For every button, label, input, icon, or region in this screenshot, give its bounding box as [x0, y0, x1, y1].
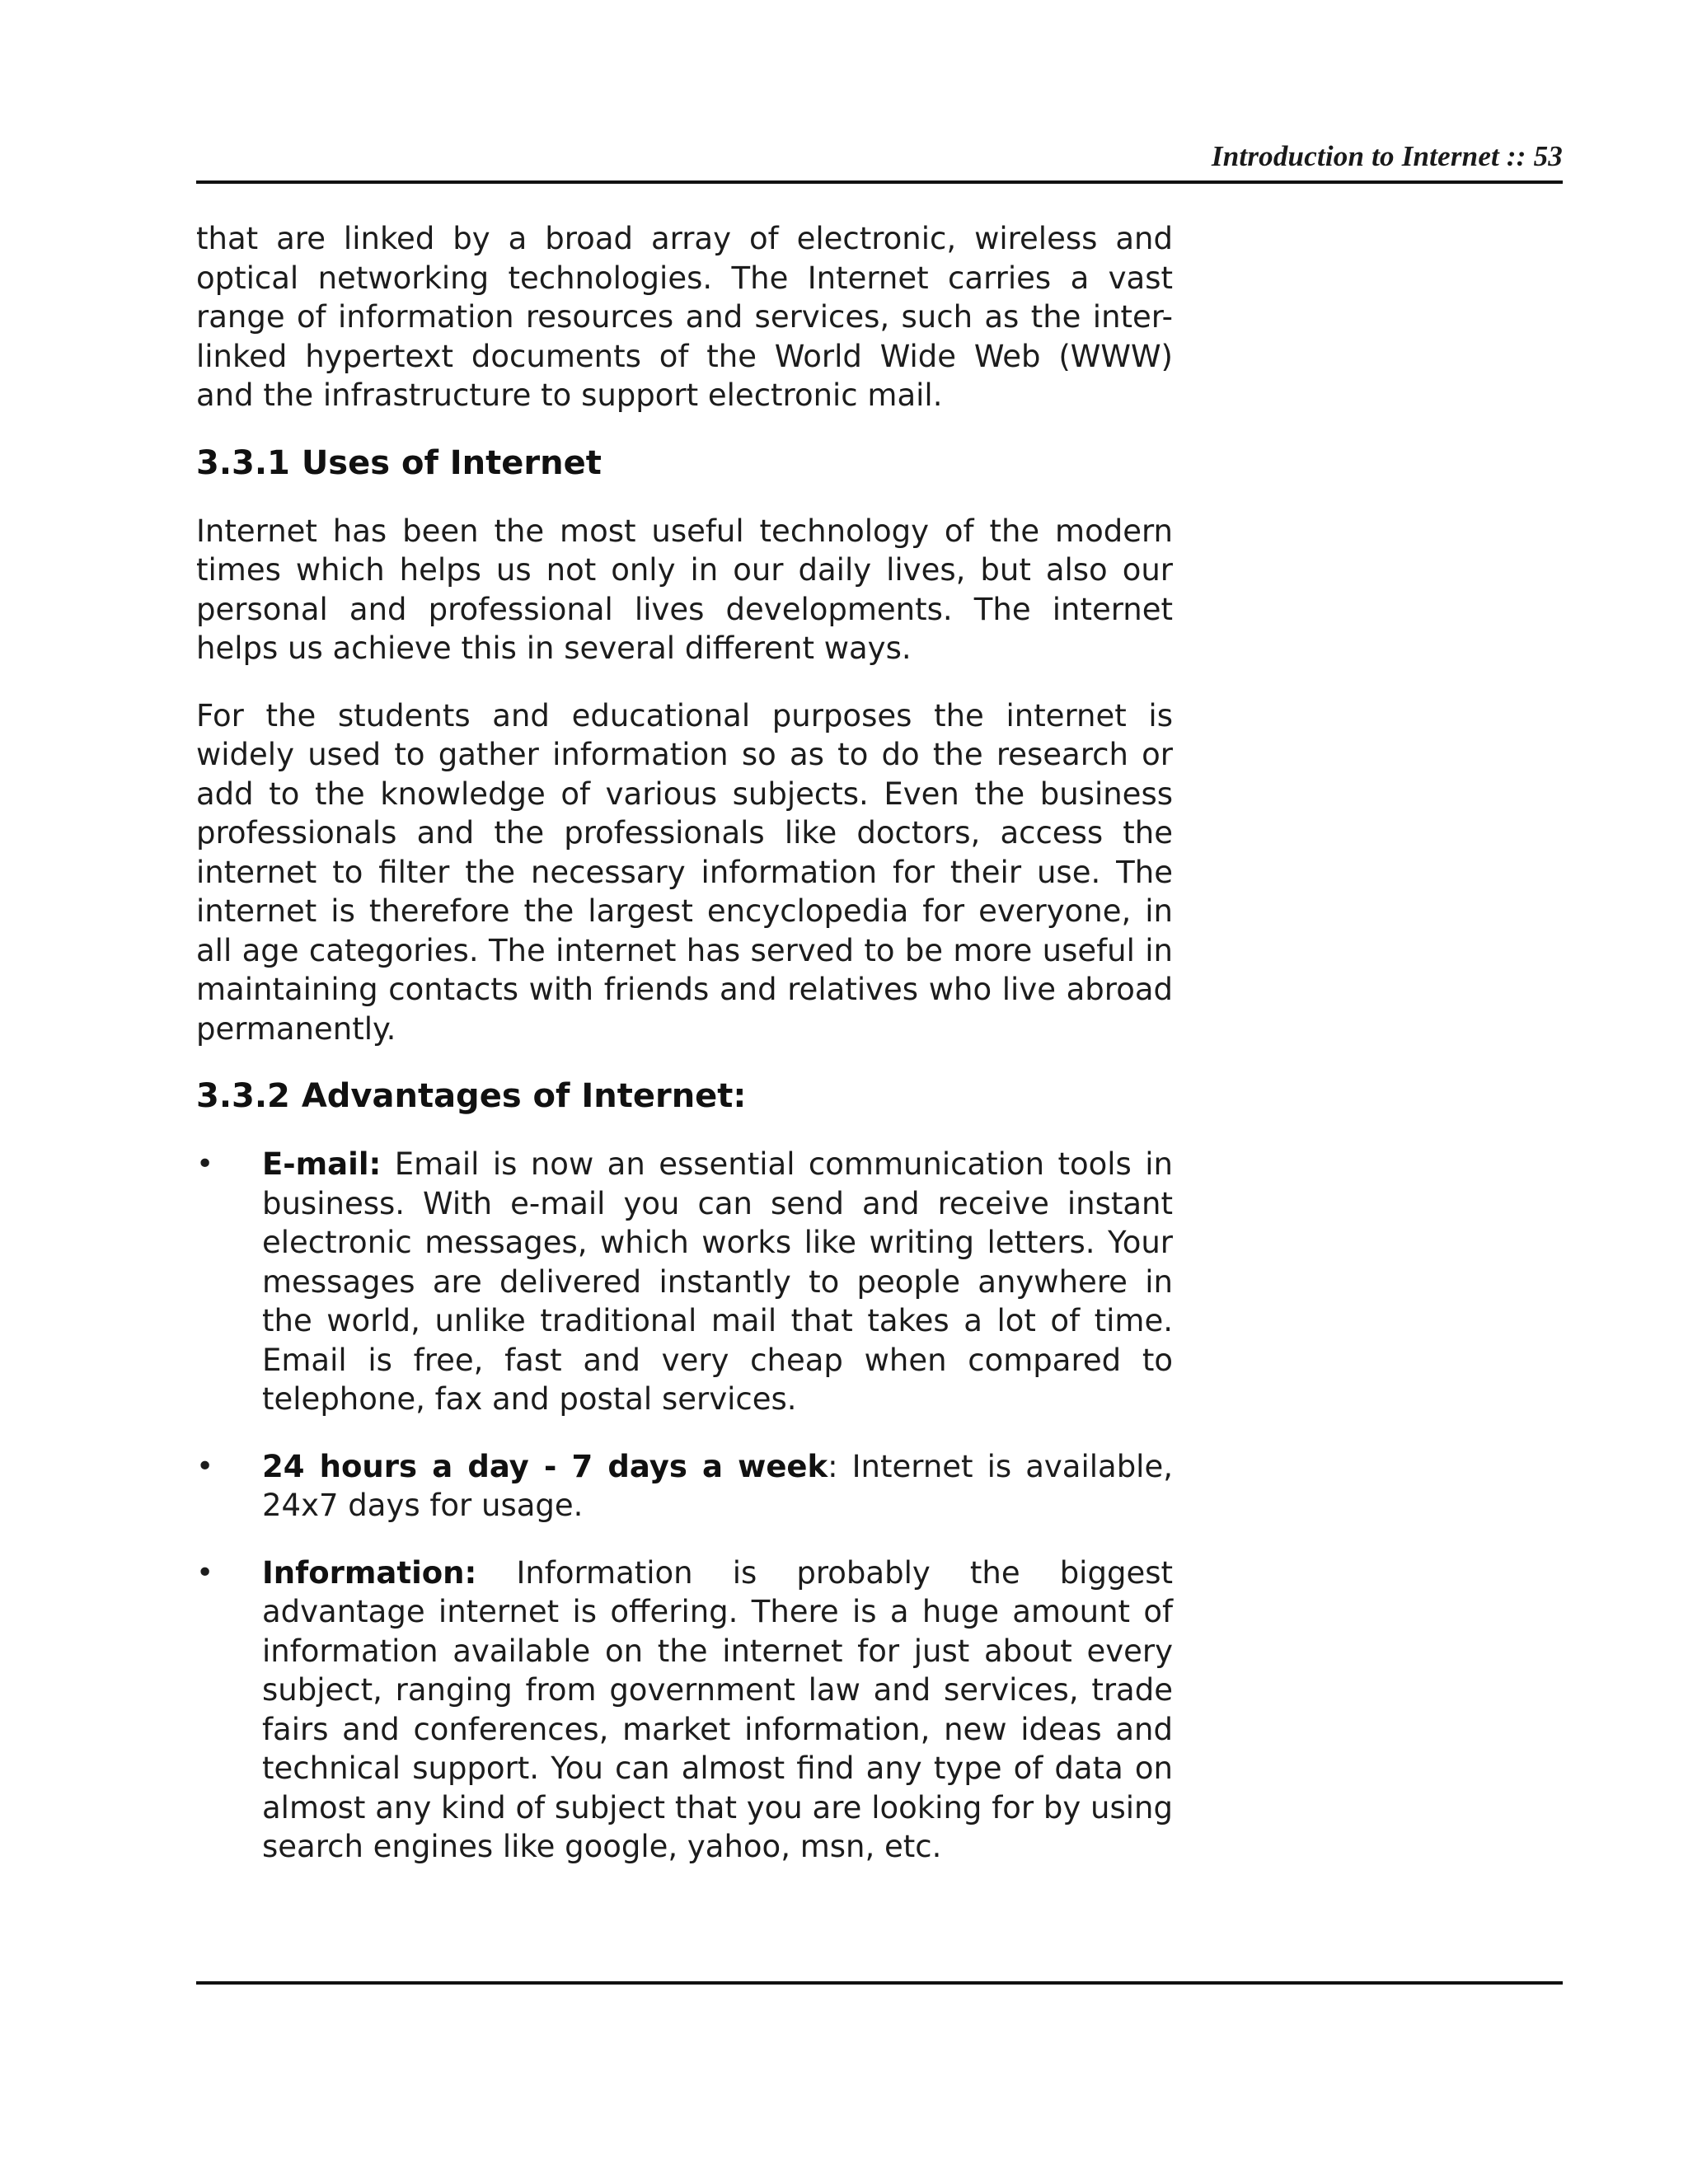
bullet-term: E-mail:: [262, 1146, 382, 1182]
footer-rule: [196, 1981, 1563, 1985]
bullet-term: Information:: [262, 1554, 477, 1591]
bullet-text: Information is probably the biggest advantage internet is offering. There is a huge amount of information available on the internet for just about every subject, ranging from government law and services, trade fairs and conferences, market information, new ideas and technical support. You can almost find any type of data on almost any kind of subject that you are looking for by using search engines like google, yahoo, msn, etc.: [262, 1554, 1173, 1864]
bullet-icon: •: [196, 1555, 214, 1590]
uses-paragraph-1: Internet has been the most useful technology of the modern times which helps us not only in our daily lives, but also our personal and professional lives developments. The internet helps us achieve this in several different ways.: [196, 513, 1173, 666]
bullet-text: : Internet is available, 24x7 days for usage.: [262, 1448, 1173, 1523]
bullet-icon: •: [196, 1449, 214, 1483]
uses-paragraph-2: For the students and educational purposes the internet is widely used to gather information so as to do the research or add to the knowledge of various subjects. Even the business professionals and the professionals like doctors, access the internet to filter the necessary information for their use. The internet is therefore the largest encyclopedia for everyone, in all age categories. The internet has served to be more useful in maintaining contacts with friends and relatives who live abroad permanently.: [196, 697, 1173, 1047]
advantages-list: [196, 1145, 1173, 1867]
header-rule: [196, 180, 1563, 184]
bullet-text: Email is now an essential communication tools in business. With e-mail you can send and receive instant electronic messages, which works like writing letters. Your messages are delivered instantly to people anywhere in the world, unlike traditional mail that takes a lot of time. Email is free, fast and very cheap when compared to telephone, fax and postal services.: [262, 1146, 1173, 1417]
bullet-icon: •: [196, 1147, 214, 1181]
intro-paragraph: that are linked by a broad array of electronic, wireless and optical networking technologies. The Internet carries a vast range of information resources and services, such as the inter-linked hypertext documents of the World Wide Web (WWW) and the infrastructure to support electronic mail.: [196, 221, 1173, 413]
list-item-email: [196, 1145, 1173, 1419]
running-header: Introduction to Internet :: 53: [1211, 140, 1563, 172]
list-item-information: [196, 1554, 1173, 1867]
bullet-term: 24 hours a day - 7 days a week: [262, 1448, 828, 1484]
body-column: [196, 219, 1173, 1895]
section-heading-advantages: 3.3.2 Advantages of Internet:: [196, 1077, 747, 1115]
section-heading-uses: 3.3.1 Uses of Internet: [196, 443, 602, 482]
list-item-availability: [196, 1447, 1173, 1526]
